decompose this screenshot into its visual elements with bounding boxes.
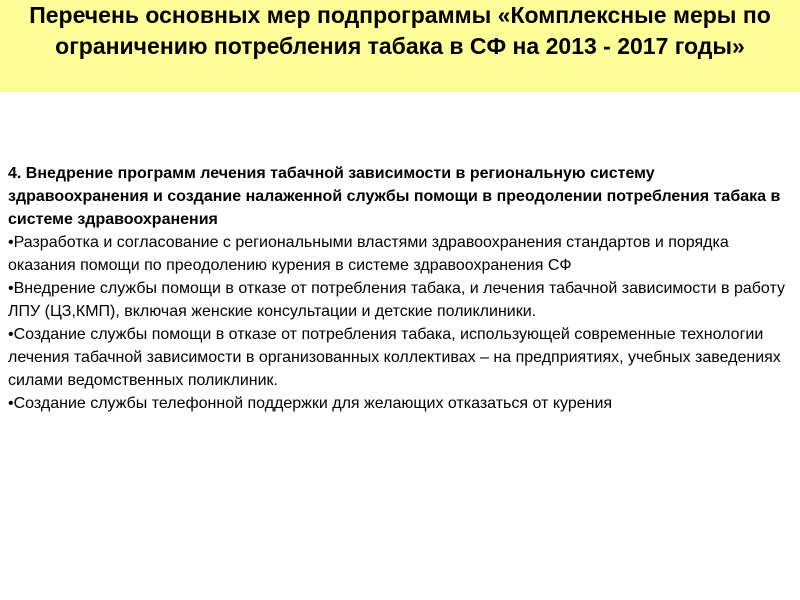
- bullet-mark: •: [8, 280, 14, 297]
- bullet-mark: •: [8, 395, 14, 412]
- bullet-text: Внедрение службы помощи в отказе от потребления табака, и лечения табачной зависимости в работу ЛПУ (ЦЗ,КМП), включая женские консультации и детские поликлиники.: [8, 280, 785, 320]
- bullet-item: [8, 277, 788, 323]
- bullet-mark: •: [8, 234, 14, 251]
- slide-title: Перечень основных мер подпрограммы «Комплексные меры по ограничению потребления табака в СФ на 2013 - 2017 годы»: [29, 2, 771, 59]
- bullet-item: [8, 231, 788, 277]
- bullet-text: Создание службы помощи в отказе от потребления табака, использующей современные технологии лечения табачной зависимости в организованных коллективах – на предприятиях, учебных заведениях силами ведомственных поликлиник.: [8, 326, 781, 389]
- bullet-text: Создание службы телефонной поддержки для желающих отказаться от курения: [13, 395, 613, 412]
- section-heading: 4. Внедрение программ лечения табачной зависимости в региональную систему здравоохранения и создание налаженной службы помощи в преодолении потребления табака в системе здравоохранения: [8, 165, 781, 228]
- slide-content: [8, 162, 788, 415]
- bullet-item: [8, 392, 788, 415]
- bullet-item: [8, 323, 788, 392]
- bullet-mark: •: [8, 326, 14, 343]
- bullet-list: [8, 231, 788, 415]
- bullet-text: Разработка и согласование с региональными властями здравоохранения стандартов и порядка оказания помощи по преодолению курения в системе здравоохранения СФ: [8, 234, 729, 274]
